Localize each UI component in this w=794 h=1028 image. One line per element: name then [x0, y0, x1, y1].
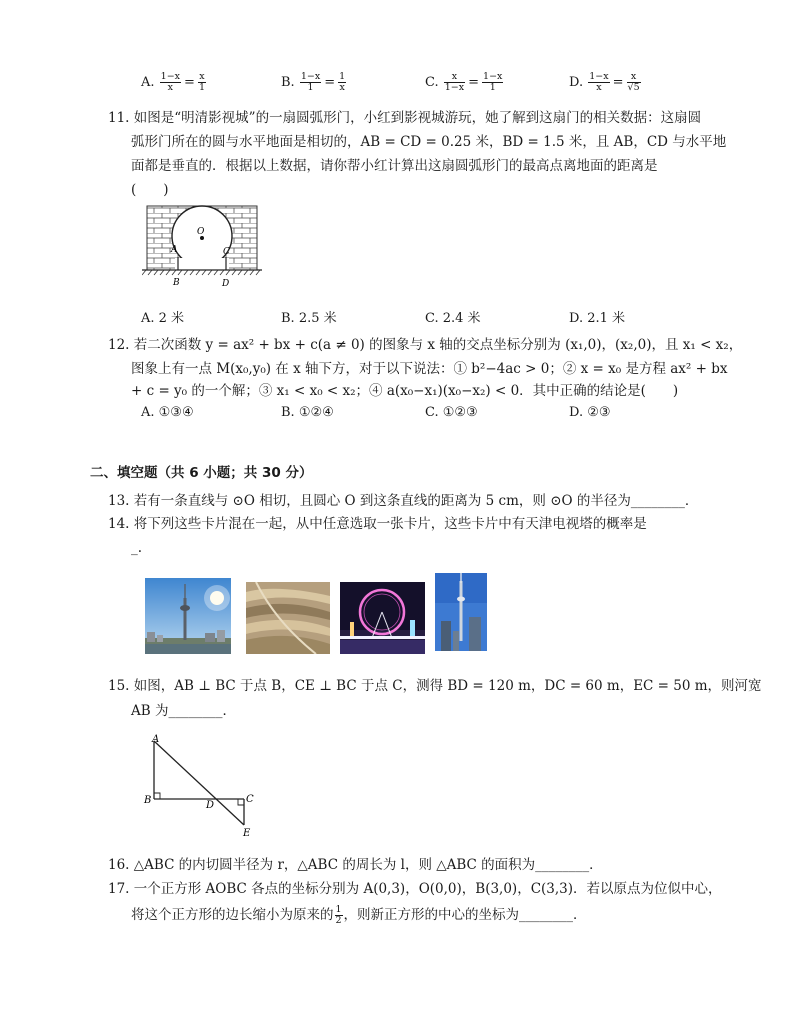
- label-a: A: [171, 245, 178, 255]
- q12-option-a: A. ①③④: [141, 405, 194, 420]
- fraction: $\frac{1-x}{x}$: [160, 71, 181, 93]
- q12-line-3: + c = y₀ 的一个解；③ x₁ < x₀ < x₂；④ a(x₀−x₁)(x₀−x₂) < 0．其中正确的结论是( ): [131, 383, 679, 399]
- fraction: $\frac{1-x}{x}$: [589, 71, 609, 93]
- fraction: $\frac{1-x}{1}$: [300, 71, 321, 93]
- q10-option-c: C. $\frac{x}{1-x}$ = $\frac{1-x}{1}$: [425, 71, 503, 93]
- rice-terrace-photo: [246, 582, 330, 654]
- label-c: C: [246, 794, 254, 805]
- label-b: B: [144, 795, 152, 806]
- q15-line-1: 15. 如图，AB ⊥ BC 于点 B，CE ⊥ BC 于点 C，测得 BD = 120 m，DC = 60 m，EC = 50 m，则河宽: [108, 678, 762, 694]
- tv-tower-photo-2: [435, 573, 487, 651]
- q16-text: 16. △ABC 的内切圆半径为 r，△ABC 的周长为 l，则 △ABC 的面积为________．: [108, 857, 603, 873]
- q12-option-b: B. ①②④: [281, 405, 334, 420]
- q11-option-b: B. 2.5 米: [281, 311, 337, 326]
- label-e: E: [243, 828, 251, 837]
- q11-line-4: ( ): [131, 182, 169, 198]
- section-heading: 二、填空题（共 6 小题；共 30 分）: [90, 465, 313, 481]
- q11-line-2: 弧形门所在的圆与水平地面是相切的，AB = CD = 0.25 米，BD = 1.5 米，且 AB，CD 与水平地: [131, 134, 727, 150]
- fraction-one-half: $\frac{1}{2}$: [335, 904, 342, 926]
- option-label: A.: [141, 75, 155, 90]
- round-door-figure: [142, 203, 264, 291]
- q10-option-b: B. $\frac{1-x}{1}$ = $\frac{1}{x}$: [281, 71, 346, 93]
- q17-text-a: 将这个正方形的边长缩小为原来的: [131, 907, 334, 923]
- fraction: $\frac{x}{√5}$: [627, 71, 640, 93]
- fraction: $\frac{1}{x}$: [339, 71, 346, 93]
- q13-text: 13. 若有一条直线与 ⊙O 相切，且圆心 O 到这条直线的距离为 5 cm，则 ⊙O 的半径为________．: [108, 493, 699, 509]
- ferris-wheel-photo: [340, 582, 425, 654]
- q15-line-2: AB 为________．: [131, 703, 236, 719]
- river-width-figure: [142, 733, 262, 837]
- label-d: D: [222, 279, 230, 289]
- option-label: D.: [569, 75, 584, 90]
- label-b: B: [173, 278, 180, 288]
- q11-line-1: 11. 如图是“明清影视城”的一扇圆弧形门，小红到影视城游玩，她了解到这扇门的相关数据：这扇圆: [108, 110, 702, 126]
- fraction: $\frac{x}{1}$: [198, 71, 205, 93]
- fraction: $\frac{1-x}{1}$: [483, 71, 503, 93]
- q17-text-b: ，则新正方形的中心的坐标为________．: [343, 907, 587, 923]
- option-label: B.: [281, 75, 295, 90]
- label-c: C: [223, 247, 230, 257]
- tv-tower-photo-1: [145, 578, 231, 654]
- q14-line-2: _.: [131, 540, 143, 556]
- q10-option-a: A. $\frac{1-x}{x}$ = $\frac{x}{1}$: [141, 71, 205, 93]
- q11-option-a: A. 2 米: [141, 311, 185, 326]
- label-a: A: [152, 734, 160, 745]
- q12-option-c: C. ①②③: [425, 405, 478, 420]
- q17-line-1: 17. 一个正方形 AOBC 各点的坐标分别为 A(0,3)，O(0,0)，B(3,0)，C(3,3)．若以原点为位似中心，: [108, 881, 722, 897]
- q12-line-1: 12. 若二次函数 y = ax² + bx + c(a ≠ 0) 的图象与 x 轴的交点坐标分别为 (x₁,0)，(x₂,0)，且 x₁ < x₂，: [108, 337, 743, 353]
- q17-line-2: [131, 905, 587, 926]
- label-o: O: [197, 227, 205, 237]
- q11-option-c: C. 2.4 米: [425, 311, 481, 326]
- q12-option-d: D. ②③: [569, 405, 611, 420]
- label-d: D: [206, 800, 215, 811]
- q11-line-3: 面都是垂直的．根据以上数据，请你帮小红计算出这扇圆弧形门的最高点离地面的距离是: [131, 158, 658, 174]
- option-label: C.: [425, 75, 439, 90]
- q12-line-2: 图象上有一点 M(x₀,y₀) 在 x 轴下方，对于以下说法：① b²−4ac > 0；② x = x₀ 是方程 ax² + bx: [131, 361, 728, 377]
- q10-option-d: D. $\frac{1-x}{x}$ = $\frac{x}{√5}$: [569, 71, 640, 93]
- q11-option-d: D. 2.1 米: [569, 311, 626, 326]
- q14-line-1: 14. 将下列这些卡片混在一起，从中任意选取一张卡片，这些卡片中有天津电视塔的概率是: [108, 516, 647, 532]
- fraction: $\frac{x}{1-x}$: [444, 71, 465, 93]
